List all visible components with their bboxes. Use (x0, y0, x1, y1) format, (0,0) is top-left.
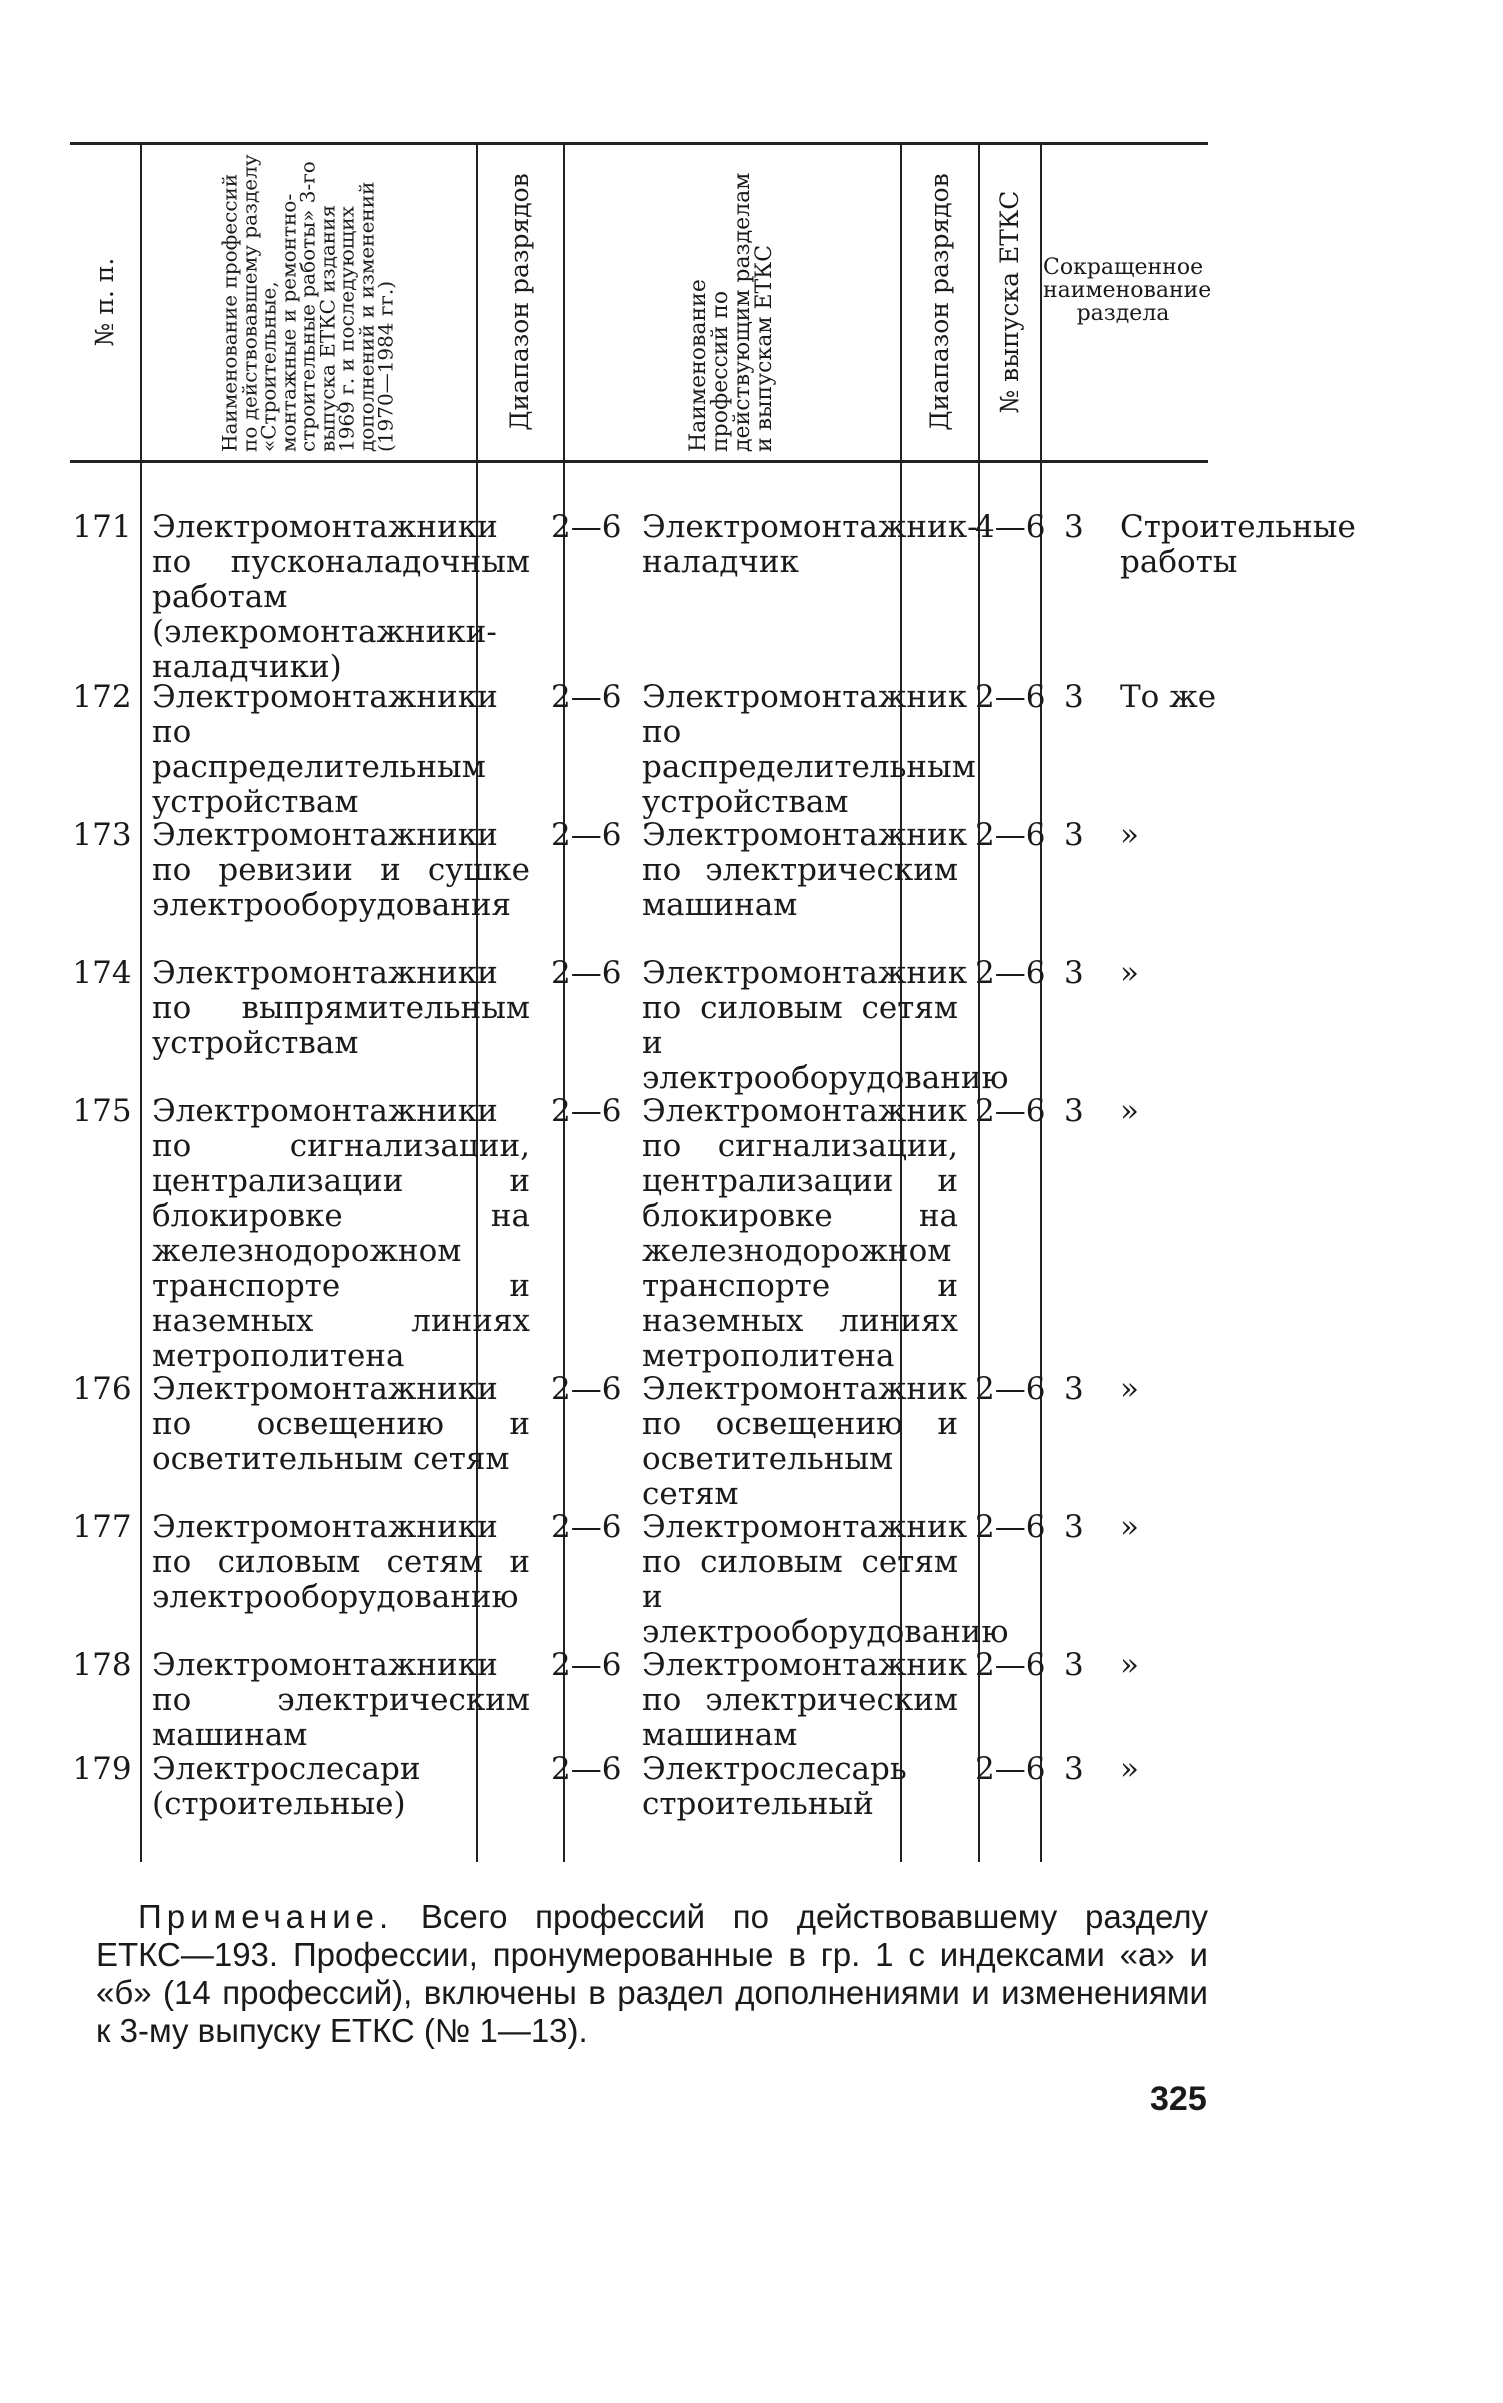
old-profession: Электромонтажники по выпрямительным устройствам (152, 955, 530, 1061)
new-profession: Электромонтажник-наладчик (642, 509, 978, 580)
page-number: 325 (1150, 2080, 1207, 2118)
issue-number: 3 (1064, 1751, 1084, 1787)
note-label: Примечание. (138, 1898, 394, 1935)
section-name: » (1120, 955, 1139, 991)
old-profession: Электромонтажники по сигнализации, централизации и блокировке на железнодорожном транспорте и наземных линиях метрополитена (152, 1093, 530, 1374)
header-issue: № выпуска ЕТКС (994, 190, 1024, 414)
header-old-profession: Наименование профессий по действовавшему разделу «Строительные, монтажные и ремонтно-строительные работы» 3-го выпуска ЕТКС издания 1969 г. и последующих дополнений и изменений (1970—1984 гг.) (217, 154, 398, 452)
row-number: 178 (72, 1647, 132, 1683)
issue-number: 3 (1064, 1509, 1084, 1545)
header-old-range: Диапазон разрядов (505, 173, 534, 431)
row-number: 177 (72, 1509, 132, 1545)
old-profession: Электромонтажники по пусконаладочным работам (элекромонтажники-наладчики) (152, 509, 530, 685)
new-range: 2—6 (975, 1509, 1046, 1545)
old-profession: Электромонтажники по электрическим машинам (152, 1647, 530, 1753)
new-profession: Электрослесарь строительный (642, 1751, 907, 1822)
section-name: » (1120, 1371, 1139, 1407)
issue-number: 3 (1064, 679, 1084, 715)
new-profession: Электромонтажник по распределительным устройствам (642, 679, 976, 820)
row-number: 175 (72, 1093, 132, 1129)
issue-number: 3 (1064, 955, 1084, 991)
row-number: 176 (72, 1371, 132, 1407)
new-profession: Электромонтажник по сигнализации, централизации и блокировке на железнодорожном транспорте и наземных линиях метрополитена (642, 1093, 968, 1374)
new-profession: Электромонтажник по силовым сетям и электрооборудованию (642, 955, 1009, 1096)
header-new-range: Диапазон разрядов (924, 173, 954, 431)
new-range: 2—6 (975, 1751, 1046, 1787)
old-range: 2—6 (551, 1647, 622, 1683)
issue-number: 3 (1064, 1093, 1084, 1129)
issue-number: 3 (1064, 817, 1084, 853)
header-new-profession: Наименование профессий по действующим разделам и выпускам ЕТКС (686, 172, 777, 452)
old-profession: Электромонтажники по силовым сетям и электрооборудованию (152, 1509, 530, 1615)
old-range: 2—6 (551, 509, 622, 545)
old-profession: Электрослесари (строительные) (152, 1751, 421, 1822)
note (96, 1898, 1208, 2050)
old-profession: Электромонтажники по ревизии и сушке электрооборудования (152, 817, 530, 923)
row-number: 174 (72, 955, 132, 991)
new-range: 2—6 (975, 679, 1046, 715)
section-name: То же (1120, 679, 1217, 715)
section-name: » (1120, 1751, 1139, 1787)
old-profession: Электромонтажники по освещению и осветительным сетям (152, 1371, 530, 1477)
new-range: 2—6 (975, 817, 1046, 853)
section-name: » (1120, 1509, 1139, 1545)
old-range: 2—6 (551, 1371, 622, 1407)
section-name: » (1120, 1647, 1139, 1683)
section-name: Строительные работы (1120, 509, 1356, 580)
old-range: 2—6 (551, 817, 622, 853)
issue-number: 3 (1064, 1371, 1084, 1407)
row-number: 173 (72, 817, 132, 853)
header-section: Сокращенное наименование раздела (1043, 255, 1212, 326)
issue-number: 3 (1064, 509, 1084, 545)
old-range: 2—6 (551, 679, 622, 715)
new-range: 4—6 (975, 509, 1046, 545)
old-range: 2—6 (551, 1093, 622, 1129)
new-profession: Электромонтажник по освещению и осветительным сетям (642, 1371, 968, 1512)
new-range: 2—6 (975, 1371, 1046, 1407)
section-name: » (1120, 817, 1139, 853)
row-number: 172 (72, 679, 132, 715)
new-range: 2—6 (975, 955, 1046, 991)
note-text: Всего профессий по действовавшему разделу ЕТКС—193. Профессии, пронумерованные в гр. 1 с индексами «а» и «б» (14 профессий), включены в раздел дополнениями и изменениями к 3-му выпуску ЕТКС (№ 1—13). (96, 1898, 1208, 2049)
table-header-rule (70, 460, 1208, 463)
table-top-rule (70, 142, 1208, 145)
issue-number: 3 (1064, 1647, 1084, 1683)
section-name: » (1120, 1093, 1139, 1129)
old-range: 2—6 (551, 1751, 622, 1787)
new-range: 2—6 (975, 1647, 1046, 1683)
old-profession: Электромонтажники по распределительным устройствам (152, 679, 498, 820)
row-number: 171 (72, 509, 132, 545)
new-profession: Электромонтажник по электрическим машинам (642, 1647, 968, 1753)
header-number: № п. п. (90, 257, 119, 347)
new-profession: Электромонтажник по силовым сетям и электрооборудованию (642, 1509, 1009, 1650)
old-range: 2—6 (551, 955, 622, 991)
column-rule (1040, 142, 1042, 1862)
new-profession: Электромонтажник по электрическим машинам (642, 817, 968, 923)
new-range: 2—6 (975, 1093, 1046, 1129)
old-range: 2—6 (551, 1509, 622, 1545)
row-number: 179 (72, 1751, 132, 1787)
